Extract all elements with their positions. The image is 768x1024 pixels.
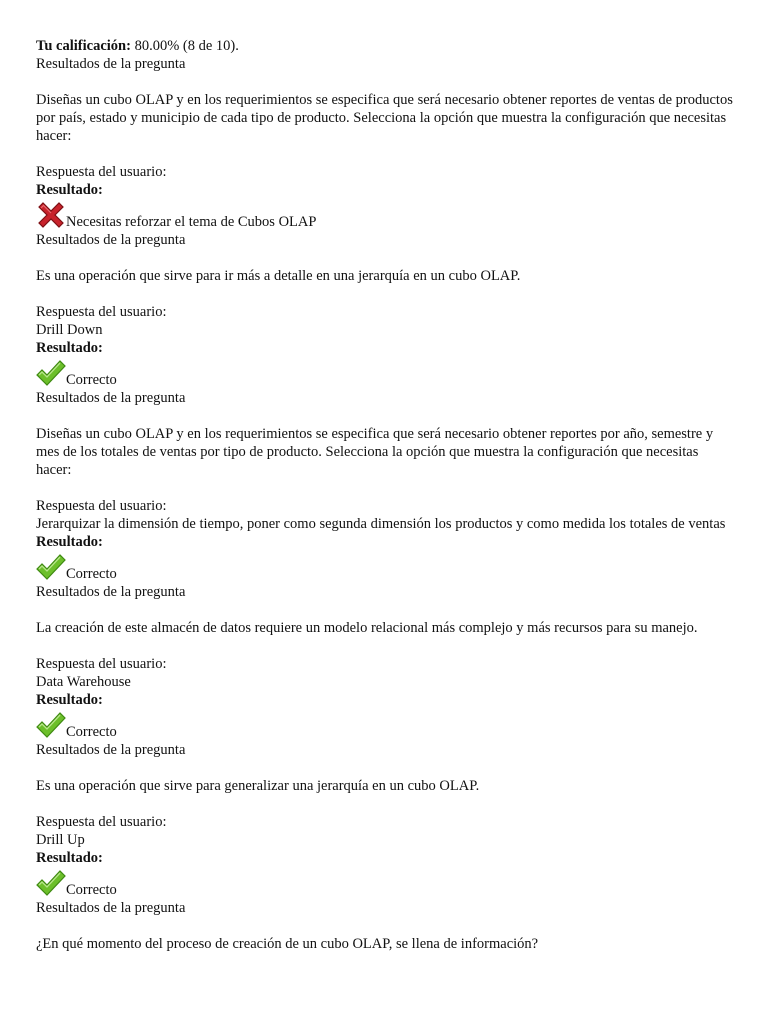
result-label: Resultado: [36,534,103,550]
result-text: Correcto [66,882,117,898]
question-block [36,741,736,899]
answer-label: Respuesta del usuario: [36,656,167,672]
question-block [36,231,736,389]
question-text: Diseñas un cubo OLAP y en los requerimientos se especifica que será necesario obtener reportes por año, semestre y mes de los totales de ventas por tipo de producto. Selecciona la opción que muestra la configuración que necesitas hacer: [36,426,714,478]
user-answer: Drill Down [36,322,103,338]
result-text: Necesitas reforzar el tema de Cubos OLAP [66,214,317,230]
user-answer: Jerarquizar la dimensión de tiempo, poner como segunda dimensión los productos y como medida los totales de ventas [36,516,726,532]
question-header: Resultados de la pregunta [36,900,186,916]
result-label: Resultado: [36,182,103,198]
grade-label: Tu calificación: [36,38,131,54]
result-text: Correcto [66,724,117,740]
grade-value: 80.00% (8 de 10). [130,38,239,54]
question-header: Resultados de la pregunta [36,232,186,248]
cross-icon [36,201,66,231]
result-label: Resultado: [36,340,103,356]
question-block [36,389,736,583]
check-icon [36,359,66,389]
question-header: Resultados de la pregunta [36,584,186,600]
result-row [36,357,736,389]
answer-label: Respuesta del usuario: [36,304,167,320]
result-row [36,199,736,231]
answer-label: Respuesta del usuario: [36,164,167,180]
question-text: Diseñas un cubo OLAP y en los requerimientos se especifica que será necesario obtener reportes de ventas de productos por país, estado y municipio de cada tipo de producto. Selecciona la opción que muestra la configuración que necesitas hacer: [36,92,733,144]
user-answer: Data Warehouse [36,674,131,690]
quiz-results [36,37,736,953]
question-text: Es una operación que sirve para generalizar una jerarquía en un cubo OLAP. [36,778,480,794]
check-icon [36,553,66,583]
user-answer: Drill Up [36,832,85,848]
result-row [36,709,736,741]
question-header: Resultados de la pregunta [36,56,186,72]
answer-label: Respuesta del usuario: [36,814,167,830]
check-icon [36,869,66,899]
result-label: Resultado: [36,850,103,866]
result-row [36,551,736,583]
answer-label: Respuesta del usuario: [36,498,167,514]
check-icon [36,711,66,741]
grade-line [36,37,736,55]
result-label: Resultado: [36,692,103,708]
question-block [36,899,736,953]
question-block [36,583,736,741]
result-text: Correcto [66,566,117,582]
question-text: La creación de este almacén de datos requiere un modelo relacional más complejo y más recursos para su manejo. [36,620,698,636]
question-block [36,55,736,231]
question-text: ¿En qué momento del proceso de creación de un cubo OLAP, se llena de información? [36,936,539,952]
result-text: Correcto [66,372,117,388]
result-row [36,867,736,899]
question-header: Resultados de la pregunta [36,390,186,406]
question-header: Resultados de la pregunta [36,742,186,758]
question-text: Es una operación que sirve para ir más a detalle en una jerarquía en un cubo OLAP. [36,268,521,284]
